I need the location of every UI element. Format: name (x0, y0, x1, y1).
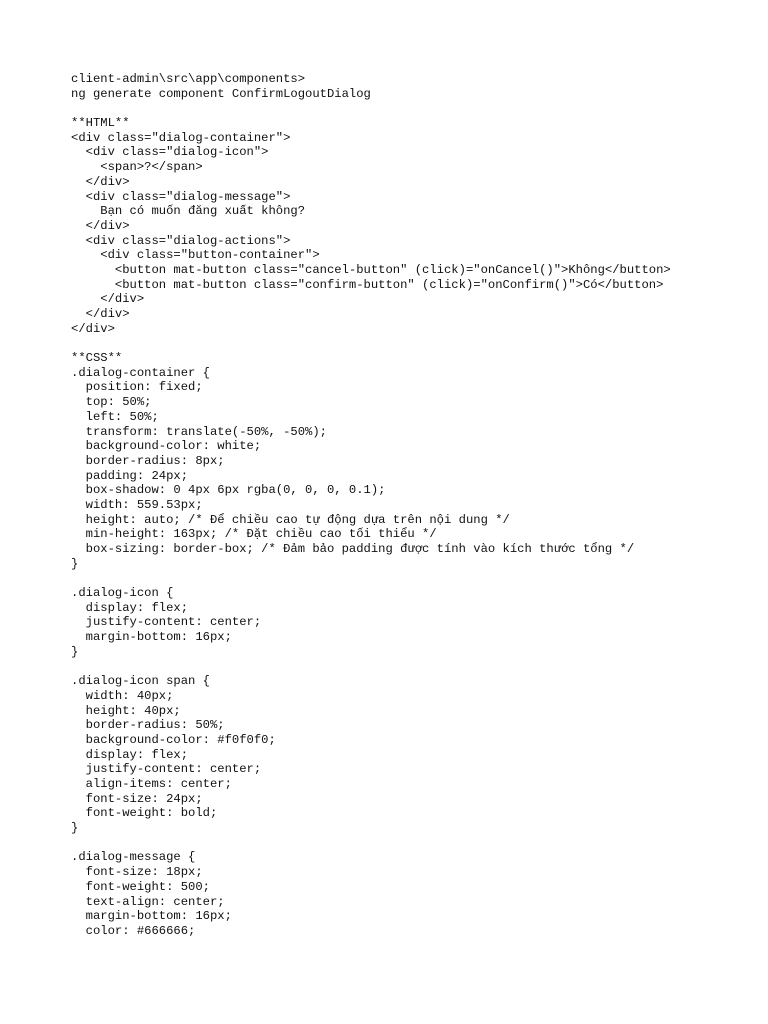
code-line: <div class="dialog-container"> (71, 130, 291, 145)
code-line: <div class="dialog-actions"> (71, 233, 291, 248)
code-line: <span>?</span> (71, 160, 203, 175)
code-line: .dialog-message { (71, 850, 196, 865)
code-line (71, 336, 751, 351)
code-line (71, 571, 751, 586)
code-line: justify-content: center; (71, 762, 262, 777)
code-line: </div> (71, 307, 130, 321)
code-line: height: 40px; (71, 703, 181, 718)
code-line: **CSS** (71, 351, 123, 366)
code-line: } (71, 821, 79, 836)
code-line: box-sizing: border-box; /* Đảm bảo padding được tính vào kích thước tổng */ (71, 542, 635, 556)
code-line: .dialog-icon { (71, 586, 174, 601)
code-line: position: fixed; (71, 380, 203, 395)
code-line: padding: 24px; (71, 468, 189, 483)
code-line: margin-bottom: 16px; (71, 909, 232, 924)
code-line: **HTML** (71, 116, 130, 131)
code-line: ng generate component ConfirmLogoutDialog (71, 86, 371, 101)
code-line (71, 101, 751, 116)
code-line: color: #666666; (71, 923, 196, 938)
code-line: </div> (71, 218, 130, 233)
code-line: <button mat-button class="confirm-button" (click)="onConfirm()">Có</button> (71, 277, 664, 292)
code-line: display: flex; (71, 747, 189, 762)
code-line: client-admin\src\app\components> (71, 72, 306, 86)
code-line: </div> (71, 292, 145, 307)
code-line: justify-content: center; (71, 615, 262, 630)
code-line: Bạn có muốn đăng xuất không? (71, 204, 306, 219)
code-line: border-radius: 50%; (71, 718, 225, 733)
code-line: .dialog-icon span { (71, 674, 210, 689)
code-line: <div class="dialog-icon"> (71, 145, 269, 160)
code-line: } (71, 644, 79, 659)
code-line: min-height: 163px; /* Đặt chiều cao tối thiểu */ (71, 527, 437, 542)
code-line: transform: translate(-50%, -50%); (71, 424, 327, 439)
code-text-block (71, 72, 751, 939)
code-line: font-size: 18px; (71, 865, 203, 880)
code-line: width: 559.53px; (71, 497, 203, 512)
code-line: <div class="button-container"> (71, 248, 320, 263)
code-line: <div class="dialog-message"> (71, 189, 291, 204)
code-line: width: 40px; (71, 688, 174, 703)
code-line: font-size: 24px; (71, 791, 203, 806)
code-line: height: auto; /* Để chiều cao tự động dựa trên nội dung */ (71, 512, 510, 527)
code-line: box-shadow: 0 4px 6px rgba(0, 0, 0, 0.1); (71, 483, 386, 498)
code-line: border-radius: 8px; (71, 453, 225, 468)
code-line: top: 50%; (71, 395, 152, 410)
code-line: background-color: #f0f0f0; (71, 732, 276, 747)
code-line: left: 50%; (71, 409, 159, 424)
code-line: margin-bottom: 16px; (71, 630, 232, 645)
code-line: display: flex; (71, 600, 189, 615)
code-line: font-weight: 500; (71, 879, 210, 894)
code-line: background-color: white; (71, 439, 262, 454)
code-line: </div> (71, 321, 115, 336)
code-line: font-weight: bold; (71, 806, 218, 821)
code-line: } (71, 556, 79, 571)
code-line: .dialog-container { (71, 365, 210, 380)
code-line: </div> (71, 174, 130, 189)
code-line: text-align: center; (71, 894, 225, 909)
code-line: align-items: center; (71, 777, 232, 791)
code-line: <button mat-button class="cancel-button" (click)="onCancel()">Không</button> (71, 262, 671, 277)
code-line (71, 836, 751, 851)
code-line (71, 660, 751, 675)
